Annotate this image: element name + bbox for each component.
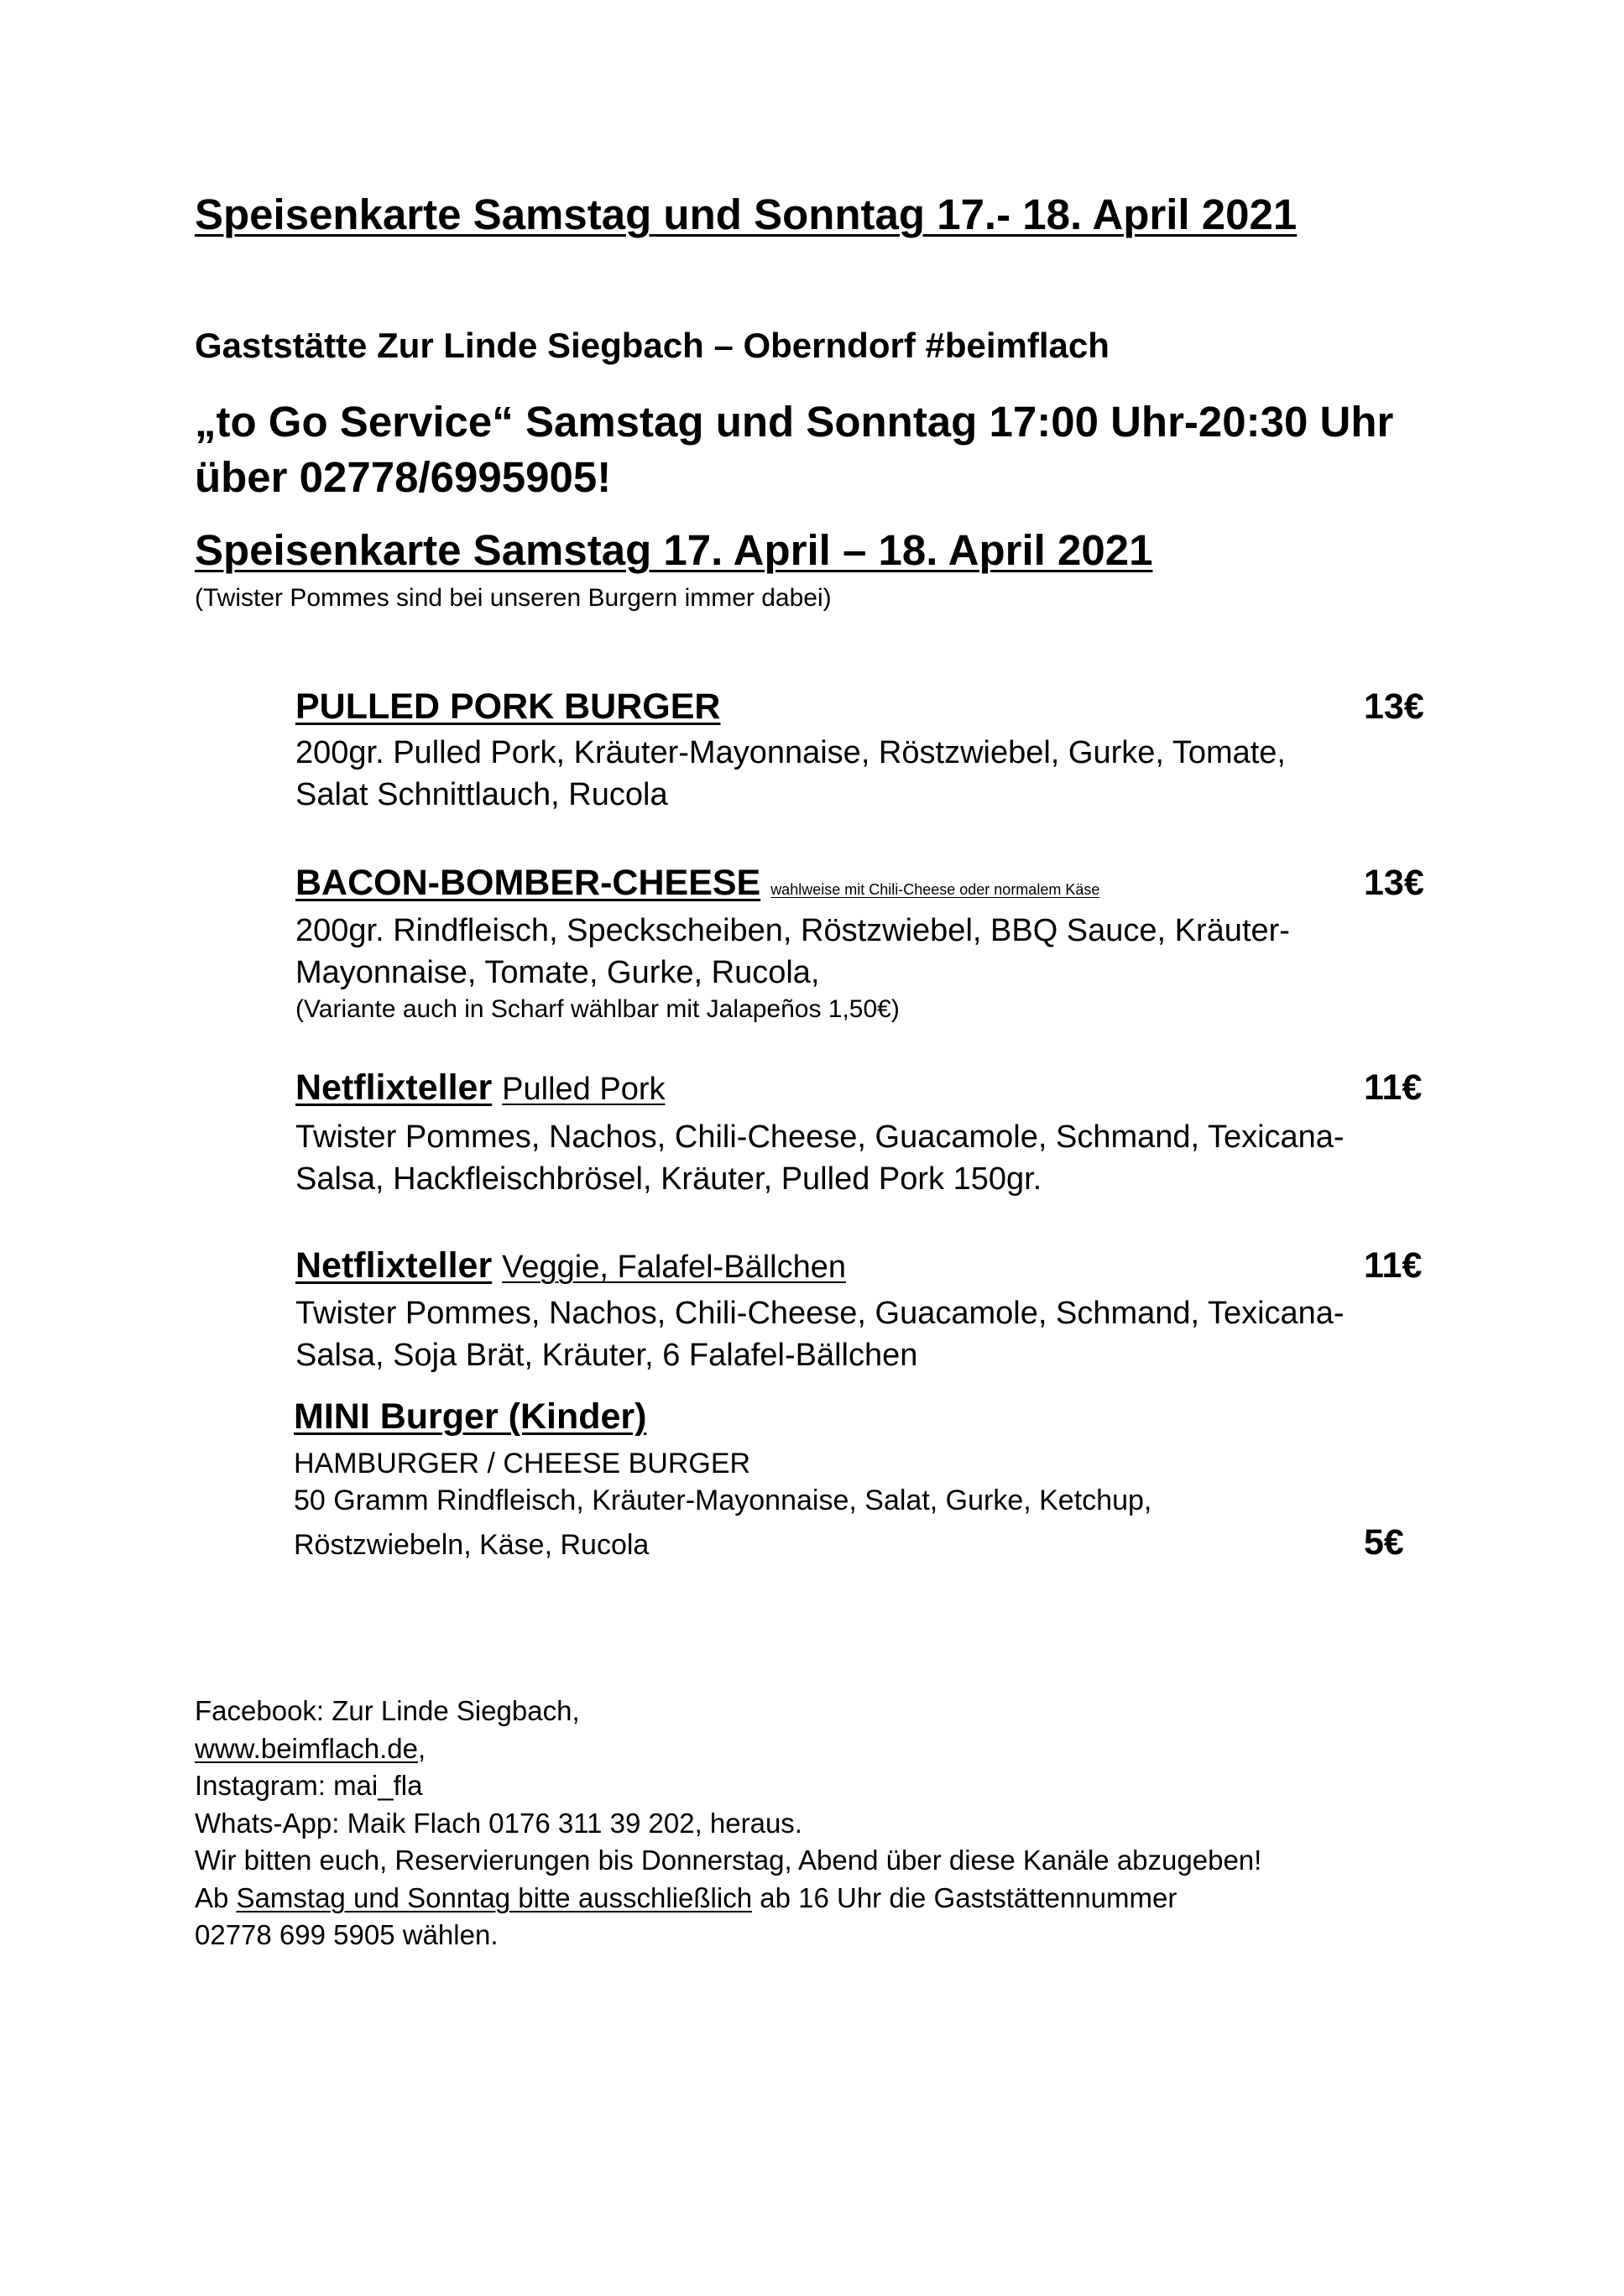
instagram-line: Instagram: mai_fla: [195, 1770, 423, 1801]
service-info: [195, 394, 1393, 505]
menu-item-price: 5€: [1364, 1522, 1404, 1563]
menu-item-title: Netflixteller Veggie, Falafel-Bällchen: [295, 1245, 846, 1286]
menu-title: Speisenkarte Samstag 17. April – 18. April 2021: [195, 526, 1153, 574]
menu-item-price: 11€: [1364, 1067, 1423, 1108]
menu-item-title: MINI Burger (Kinder): [294, 1396, 647, 1437]
website-line: www.beimflach.de,: [195, 1732, 426, 1764]
menu-item-price: 11€: [1364, 1245, 1423, 1286]
menu-note: (Twister Pommes sind bei unseren Burgern immer dabei): [195, 584, 832, 612]
menu-item-description-cont: Röstzwiebeln, Käse, Rucola: [294, 1529, 650, 1561]
website-link[interactable]: www.beimflach.de: [195, 1732, 418, 1764]
menu-item-description: Twister Pommes, Nachos, Chili-Cheese, Guacamole, Schmand, Texicana- Salsa, Soja Brät, Kräuter, 6 Falafel-Bällchen: [295, 1296, 1345, 1373]
menu-item-description: 50 Gramm Rindfleisch, Kräuter-Mayonnaise, Salat, Gurke, Ketchup,: [294, 1485, 1152, 1516]
service-line-2: über 02778/6995905!: [195, 453, 612, 501]
whatsapp-line: Whats-App: Maik Flach 0176 311 39 202, heraus.: [195, 1807, 802, 1839]
menu-item-price: 13€: [1364, 686, 1424, 727]
menu-item-price: 13€: [1364, 863, 1424, 903]
page-title: Speisenkarte Samstag und Sonntag 17.- 18. April 2021: [195, 190, 1298, 238]
menu-item-option-note: wahlweise mit Chili-Cheese oder normalem Käse: [770, 881, 1100, 898]
menu-item-title: BACON-BOMBER-CHEESE wahlweise mit Chili-Cheese oder normalem Käse: [295, 863, 1100, 903]
service-line-1: „to Go Service“ Samstag und Sonntag 17:00 Uhr-20:30 Uhr: [195, 398, 1394, 446]
menu-item-title: PULLED PORK BURGER: [295, 686, 721, 727]
menu-item-description: 200gr. Pulled Pork, Kräuter-Mayonnaise, Röstzwiebel, Gurke, Tomate, Salat Schnittlauch, Rucola: [295, 735, 1286, 812]
menu-item-subtitle: Pulled Pork: [502, 1072, 666, 1107]
weekend-note: Ab Samstag und Sonntag bitte ausschließlich ab 16 Uhr die Gaststättennummer: [195, 1881, 1178, 1913]
menu-item-variant-note: (Variante auch in Scharf wählbar mit Jalapeños 1,50€): [295, 995, 900, 1023]
reservation-note: Wir bitten euch, Reservierungen bis Donnerstag, Abend über diese Kanäle abzugeben!: [195, 1845, 1262, 1876]
venue-name: Gaststätte Zur Linde Siegbach – Oberndorf #beimflach: [195, 326, 1110, 365]
menu-item-variants: HAMBURGER / CHEESE BURGER: [294, 1448, 751, 1479]
menu-item-subtitle: Veggie, Falafel-Bällchen: [502, 1250, 846, 1285]
facebook-line: Facebook: Zur Linde Siegbach,: [195, 1695, 580, 1726]
phone-line: 02778 699 5905 wählen.: [195, 1919, 499, 1950]
menu-item-description: 200gr. Rindfleisch, Speckscheiben, Röstzwiebel, BBQ Sauce, Kräuter- Mayonnaise, Tomate, Gurke, Rucola,: [295, 913, 1290, 990]
menu-item-description: Twister Pommes, Nachos, Chili-Cheese, Guacamole, Schmand, Texicana- Salsa, Hackfleischbrösel, Kräuter, Pulled Pork 150gr.: [295, 1119, 1345, 1197]
contact-footer: [195, 1693, 1261, 1954]
menu-item-title: Netflixteller Pulled Pork: [295, 1067, 666, 1108]
